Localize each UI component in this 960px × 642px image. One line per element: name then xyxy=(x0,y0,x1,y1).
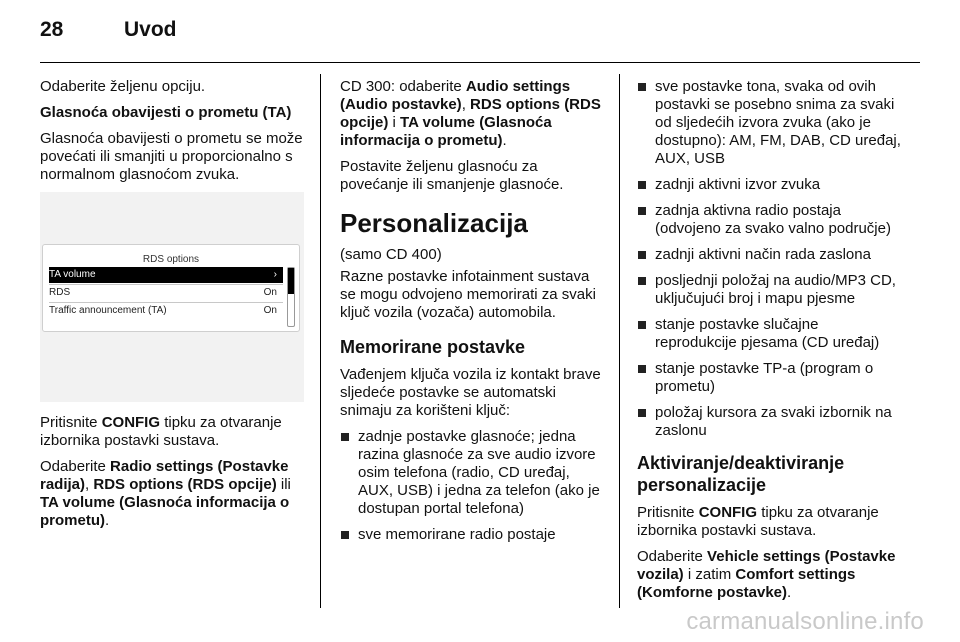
list-item: zadnje postavke glasnoće; jedna razina glasnoće za sve audio izvore osim telefona (radio, CD uređaj, AUX, USB) i jedna za telefon (ako je dostupan portal telefona) xyxy=(340,428,608,518)
cd300-instruction: CD 300: odaberite Audio settings (Audio postavke), RDS options (RDS opcije) i TA volume (Glasnoća informacija o prometu). xyxy=(340,78,601,149)
config-instruction-2: Pritisnite CONFIG tipku za otvaranje izbornika postavki sustava. xyxy=(637,504,879,539)
menu-item-label: TA volume xyxy=(49,269,96,280)
section-heading-activate-personalization: Aktiviranje/deaktiviranje personalizacije xyxy=(637,453,845,495)
list-item: sve memorirane radio postaje xyxy=(340,526,608,544)
vehicle-settings-instruction: Odaberite Vehicle settings (Postavke vozila) i zatim Comfort settings (Komforne postavke). xyxy=(637,548,896,601)
section-heading-ta-volume: Glasnoća obavijesti o prometu (TA) xyxy=(40,104,292,121)
page-number: 28 xyxy=(40,18,64,41)
stored-settings-description: Vađenjem ključa vozila iz kontakt brave sljedeće postavke se automatski snimaju za korišteni ključ: xyxy=(340,366,601,419)
menu-title: RDS options xyxy=(142,254,200,265)
rds-options-menu xyxy=(42,244,300,332)
column-2 xyxy=(340,78,608,552)
list-item: zadnji aktivni način rada zaslona xyxy=(637,246,903,264)
header-rule xyxy=(40,62,920,63)
list-item: posljednji položaj na audio/MP3 CD, uključujući broj i mapu pjesme xyxy=(637,272,903,308)
chevron-right-icon: › xyxy=(273,269,277,280)
column-divider-1 xyxy=(320,74,321,608)
menu-scrollbar xyxy=(287,267,295,327)
menu-item-ta-volume xyxy=(49,267,283,283)
page-title: Uvod xyxy=(124,18,177,41)
list-item: sve postavke tona, svaka od ovih postavki se posebno snima za svaki od sljedećih izvora zvuka (ako je dostupno): AM, FM, DAB, CD uređaj, AUX, USB xyxy=(637,78,903,168)
menu-item-label: RDS xyxy=(49,287,71,298)
column-3 xyxy=(637,78,903,610)
select-instruction: Odaberite Radio settings (Postavke radija), RDS options (RDS opcije) ili TA volume (Glasnoća informacija o prometu). xyxy=(40,458,291,529)
set-volume-text: Postavite željenu glasnoću za povećanje ili smanjenje glasnoće. xyxy=(340,158,564,193)
list-item: zadnji aktivni izvor zvuka xyxy=(637,176,903,194)
page-header xyxy=(40,18,177,42)
menu-item-value: On xyxy=(263,287,277,298)
personalization-description: Razne postavke infotainment sustava se mogu odvojeno memorirati za svaki ključ vozila (vozača) automobila. xyxy=(340,268,596,321)
list-item: stanje postavke slučajne reprodukcije pjesama (CD uređaj) xyxy=(637,316,903,352)
stored-settings-list-continued xyxy=(637,78,903,440)
section-heading-personalizacija: Personalizacija xyxy=(340,208,528,238)
column-divider-2 xyxy=(619,74,620,608)
list-item: položaj kursora za svaki izbornik na zaslonu xyxy=(637,404,903,440)
watermark: carmanualsonline.info xyxy=(686,608,924,635)
scrollbar-thumb xyxy=(288,268,294,294)
menu-item-label: Traffic announcement (TA) xyxy=(49,305,167,316)
stored-settings-list xyxy=(340,428,608,544)
menu-item-traffic-announcement xyxy=(49,303,283,319)
intro-text: Odaberite željenu opciju. xyxy=(40,78,206,95)
list-item: stanje postavke TP-a (program o prometu) xyxy=(637,360,903,396)
menu-item-rds xyxy=(49,285,283,301)
cd400-note: (samo CD 400) xyxy=(340,246,442,263)
ta-volume-description: Glasnoća obavijesti o prometu se može povećati ili smanjiti u proporcionalno s normalnom glasnoćom zvuka. xyxy=(40,130,303,183)
menu-item-value: On xyxy=(263,305,277,316)
config-instruction: Pritisnite CONFIG tipku za otvaranje izbornika postavki sustava. xyxy=(40,414,282,449)
column-1 xyxy=(40,78,308,538)
rds-options-screen-image xyxy=(40,192,304,402)
list-item: zadnja aktivna radio postaja (odvojeno za svako valno područje) xyxy=(637,202,903,238)
section-heading-stored-settings: Memorirane postavke xyxy=(340,337,526,357)
